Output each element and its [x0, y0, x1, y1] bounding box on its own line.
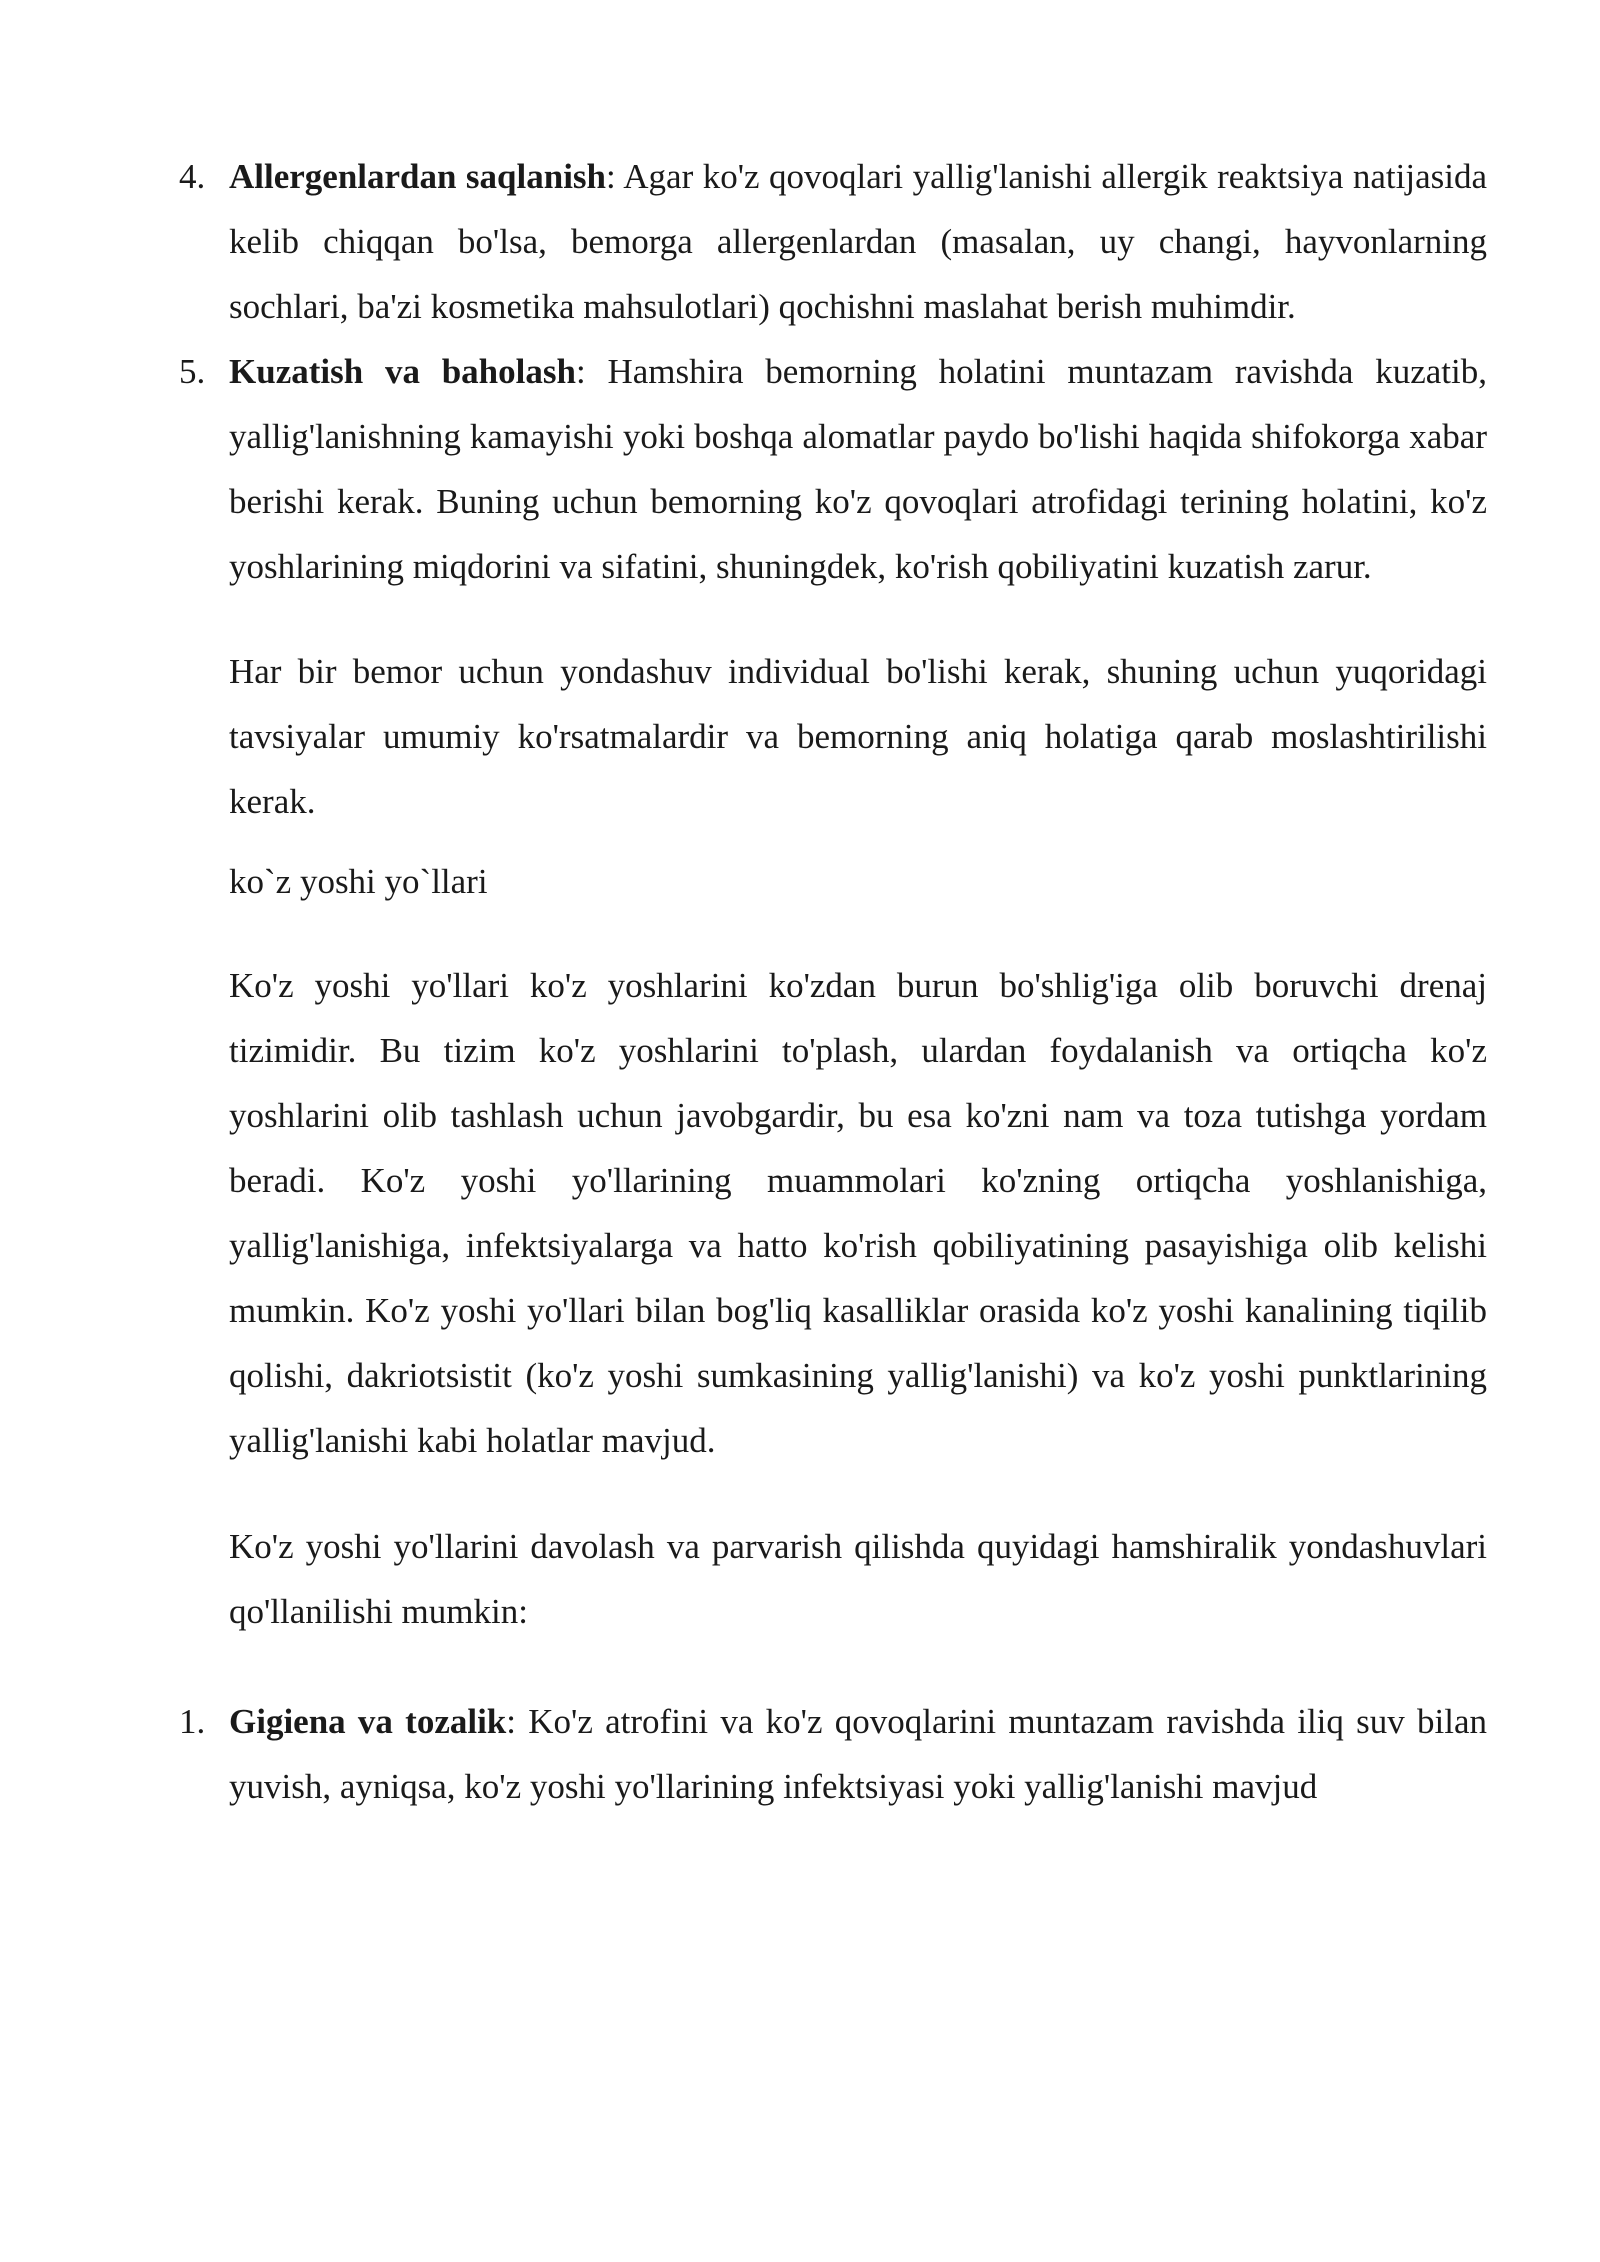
list-item-hygiene — [179, 1689, 1487, 1819]
list-item-term: Gigiena va tozalik — [229, 1702, 507, 1741]
intro-paragraph: Ko'z yoshi yo'llari ko'z yoshlarini ko'zdan burun bo'shlig'iga olib boruvchi drenaj tizimidir. Bu tizim ko'z yoshlarini to'plash, ulardan foydalanish va ortiqcha ko'z yoshlarini olib tashlash uchun javobgardir, bu esa ko'zni nam va toza tutishga yordam beradi. Ko'z yoshi yo'llarining muammolari ko'zning ortiqcha yoshlanishiga, yallig'lanishiga, infektsiyalarga va hatto ko'rish qobiliyatining pasayishiga olib kelishi mumkin. Ko'z yoshi yo'llari bilan bog'liq kasalliklar orasida ko'z yoshi kanalining tiqilib qolishi, dakriotsistit (ko'z yoshi sumkasining yallig'lanishi) va ko'z yoshi punktlarining yallig'lanishi kabi holatlar mavjud. — [229, 966, 1487, 1460]
list-item-allergen-avoidance — [179, 144, 1487, 339]
term-separator: : — [506, 1702, 517, 1741]
list-item-term: Kuzatish va baholash — [229, 352, 576, 391]
list-item-monitoring — [179, 339, 1487, 599]
summary-paragraph: Har bir bemor uchun yondashuv individual bo'lishi kerak, shuning uchun yuqoridagi tavsiyalar umumiy ko'rsatmalardir va bemorning aniq holatiga qarab moslashtirilishi kerak. — [229, 652, 1487, 821]
section-heading: ko`z yoshi yo`llari — [229, 862, 488, 901]
list-item-term: Allergenlardan saqlanish — [229, 157, 607, 196]
term-separator: : — [606, 157, 616, 196]
list-number: 5. — [179, 352, 206, 391]
list-number: 4. — [179, 157, 206, 196]
list-item-text: Ko'z atrofini va ko'z qovoqlarini muntazam ravishda iliq suv bilan yuvish, ayniqsa, ko'z yoshi yo'llarining infektsiyasi yoki yallig'lanishi mavjud — [229, 1702, 1487, 1806]
list-number: 1. — [179, 1702, 206, 1741]
list-item-text: Hamshira bemorning holatini muntazam ravishda kuzatib, yallig'lanishning kamayishi yoki boshqa alomatlar paydo bo'lishi haqida shifokorga xabar berishi kerak. Buning uchun bemorning ko'z qovoqlari atrofidagi terining holatini, ko'z yoshlarining miqdorini va sifatini, shuningdek, ko'rish qobiliyatini kuzatish zarur. — [229, 352, 1487, 586]
term-separator: : — [575, 352, 586, 391]
list-item-text: Agar ko'z qovoqlari yallig'lanishi allergik reaktsiya natijasida kelib chiqqan bo'lsa, bemorga allergenlardan (masalan, uy changi, hayvonlarning sochlari, ba'zi kosmetika mahsulotlari) qochishni maslahat berish muhimdir. — [229, 157, 1487, 326]
page-content — [179, 144, 1487, 1819]
care-steps-list-top — [179, 144, 1487, 599]
lead-in-paragraph: Ko'z yoshi yo'llarini davolash va parvarish qilishda quyidagi hamshiralik yondashuvlari qo'llanilishi mumkin: — [229, 1527, 1487, 1631]
care-steps-list-bottom — [179, 1689, 1487, 1819]
